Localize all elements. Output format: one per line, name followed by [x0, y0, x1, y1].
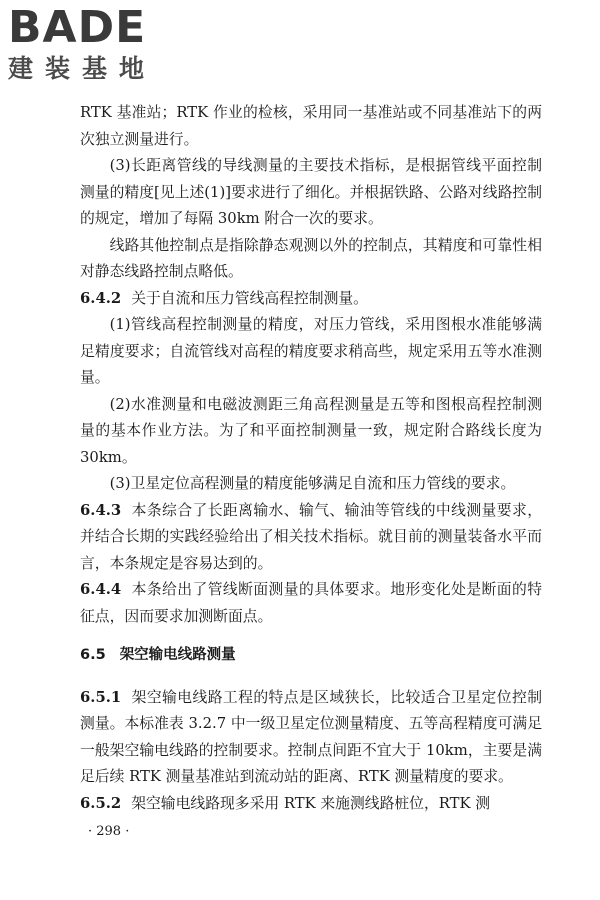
- body-paragraph: (1)管线高程控制测量的精度，对压力管线，采用图根水准能够满足精度要求；自流管线对高程的精度要求稍高些，规定采用五等水准测量。: [80, 316, 542, 386]
- clause-number: 6.4.2: [80, 289, 122, 307]
- body-paragraph: (3)长距离管线的导线测量的主要技术指标，是根据管线平面控制测量的精度[见上述(1)]要求进行了细化。并根据铁路、公路对线路控制的规定，增加了每隔 30km 附合一次的要求。: [80, 157, 542, 227]
- bade-logo: [8, 2, 178, 84]
- section-number: 6.5: [80, 647, 106, 663]
- logo-brand: BADE: [8, 2, 147, 53]
- document-body: [80, 100, 542, 817]
- clause-text: 架空输电线路现多采用 RTK 来施测线路桩位，RTK 测: [131, 794, 491, 812]
- body-paragraph: 线路其他控制点是指除静态观测以外的控制点，其精度和可靠性相对静态线路控制点略低。: [80, 236, 542, 280]
- page-number: · 298 ·: [88, 824, 130, 839]
- body-paragraph: (2)水准测量和电磁波测距三角高程测量是五等和图根高程控制测量的基本作业方法。为了和平面控制测量一致，规定附合路线长度为 30km。: [80, 395, 542, 466]
- clause-number: 6.4.3: [80, 501, 122, 519]
- clause-paragraph: [80, 791, 542, 818]
- body-paragraph: (3)卫星定位高程测量的精度能够满足自流和压力管线的要求。: [109, 475, 516, 492]
- continuation-paragraph: RTK 基准站；RTK 作业的检核，采用同一基准站或不同基准站下的两次独立测量进行。: [80, 104, 542, 148]
- logo-tagline: 建装基地: [8, 54, 157, 83]
- clause-paragraph: [80, 286, 542, 313]
- clause-paragraph: [80, 498, 542, 578]
- section-title: 架空输电线路测量: [119, 647, 236, 663]
- clause-number: 6.5.2: [80, 794, 122, 812]
- clause-number: 6.5.1: [80, 688, 122, 706]
- clause-text: 本条给出了管线断面测量的具体要求。地形变化处是断面的特征点，因而要求加测断面点。: [80, 581, 542, 625]
- section-heading: [80, 642, 542, 669]
- clause-paragraph: [80, 685, 542, 791]
- clause-text: 关于自流和压力管线高程控制测量。: [131, 289, 368, 307]
- clause-text: 本条综合了长距离输水、输气、输油等管线的中线测量要求，并结合长期的实践经验给出了相关技术指标。就目前的测量装备水平而言，本条规定是容易达到的。: [80, 501, 542, 572]
- clause-paragraph: [80, 577, 542, 630]
- clause-text: 架空输电线路工程的特点是区域狭长，比较适合卫星定位控制测量。本标准表 3.2.7 中一级卫星定位测量精度、五等高程精度可满足一般架空输电线路的控制要求。控制点间距不宜大于 10km，主要是满足后续 RTK 测量基准站到流动站的距离、RTK 测量精度的要求。: [80, 688, 542, 785]
- clause-number: 6.4.4: [80, 581, 122, 598]
